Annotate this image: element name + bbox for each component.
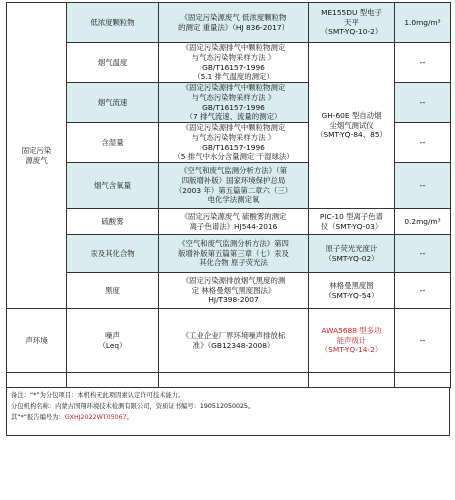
note-line: 其“*”报告编号为：GXHJ2022WT05067。 [11, 414, 133, 421]
instrument-cell: AWA5688 型多功 能声级计 （SMT-YQ-14-2） [309, 309, 395, 373]
limit-cell: 0.2mg/m³ [395, 209, 451, 235]
instrument-cell: 原子荧光光度计 （SMT-YQ-02） [309, 235, 395, 273]
table-row [7, 43, 451, 83]
table-row [7, 3, 451, 43]
method-cell: 《固定污染源排放烟气黑度的测 定 林格曼烟气黑度图法》 HJ/T398-2007 [159, 273, 309, 309]
instrument-cell: ME155DU 型电子 天平 （SMT-YQ-10-2） [309, 3, 395, 43]
item-cell: 含湿量 [67, 123, 159, 163]
category-cell-noise: 声环境 [7, 309, 67, 373]
method-cell: 《固定污染源排气中颗粒物测定 与气态污染物采样方法 》 GB/T16157-1996 （5 排气中水分含量测定 干湿球法） [159, 123, 309, 163]
table-row [7, 209, 451, 235]
note-line: 备注：“*”为分包项目：本机构无此项因素认定许可技术能力。 [11, 392, 185, 399]
note-line: 分包机构名称：内蒙古国翔环境技术检测有限公司，资质证书编号：190512050025。 [11, 403, 255, 410]
instrument-cell: 林格曼黑度图 （SMT-YQ-54） [309, 273, 395, 309]
item-cell: 硫酸雾 [67, 209, 159, 235]
notes-section [6, 388, 450, 436]
limit-cell: -- [395, 123, 451, 163]
item-cell: 烟气含氧量 [67, 163, 159, 209]
monitoring-method-table [6, 2, 451, 388]
document-page [6, 2, 450, 436]
table-spacer-row [7, 373, 451, 388]
limit-cell: -- [395, 163, 451, 209]
shared-instrument-cell: GH-60E 型自动烟 尘烟气测试仪 （SMT-YQ-84、85） [309, 43, 395, 209]
report-number: GXHJ2022WT05067。 [64, 414, 133, 421]
method-cell: 《工业企业厂界环境噪声排放标 准》（GB12348-2008） [159, 309, 309, 373]
limit-cell: -- [395, 309, 451, 373]
item-cell: 噪声 （Leq） [67, 309, 159, 373]
category-cell-gas: 固定污染 源废气 [7, 3, 67, 309]
method-cell: 《固定污染源排气中颗粒物测定 与气态污染物采样方法 》 GB/T16157-1996 （5.1 排气温度的测定） [159, 43, 309, 83]
limit-cell: -- [395, 235, 451, 273]
limit-cell: -- [395, 43, 451, 83]
method-cell: 《空气和废气监测分析方法》（第 四版增补版）国家环境保护总局 （2003 年）第五篇第二章六（三） 电化学法测定氧 [159, 163, 309, 209]
method-cell: 《空气和废气监测分析方法》第四 版增补版第五篇第三章（七）汞及 其化合物 原子荧光法 [159, 235, 309, 273]
limit-cell: -- [395, 273, 451, 309]
table-row [7, 273, 451, 309]
method-cell: 《固定污染源废气 硫酸雾的测定 离子色谱法》HJ544-2016 [159, 209, 309, 235]
method-cell: 《固定污染源排气中颗粒物测定 与气态污染物采样方法 》 GB/T16157-1996 （7 排气流速、流量的测定） [159, 83, 309, 123]
table-row [7, 309, 451, 373]
method-cell: 《固定污染源废气 低浓度颗粒物 的测定 重量法》（HJ 836-2017） [159, 3, 309, 43]
item-cell: 烟气流速 [67, 83, 159, 123]
table-row [7, 235, 451, 273]
item-cell: 低浓度颗粒物 [67, 3, 159, 43]
item-cell: 黑度 [67, 273, 159, 309]
limit-cell: -- [395, 83, 451, 123]
limit-cell: 1.0mg/m³ [395, 3, 451, 43]
item-cell: 汞及其化合物 [67, 235, 159, 273]
instrument-cell: PIC-10 型离子色谱 仪（SMT-YQ-03） [309, 209, 395, 235]
item-cell: 烟气温度 [67, 43, 159, 83]
